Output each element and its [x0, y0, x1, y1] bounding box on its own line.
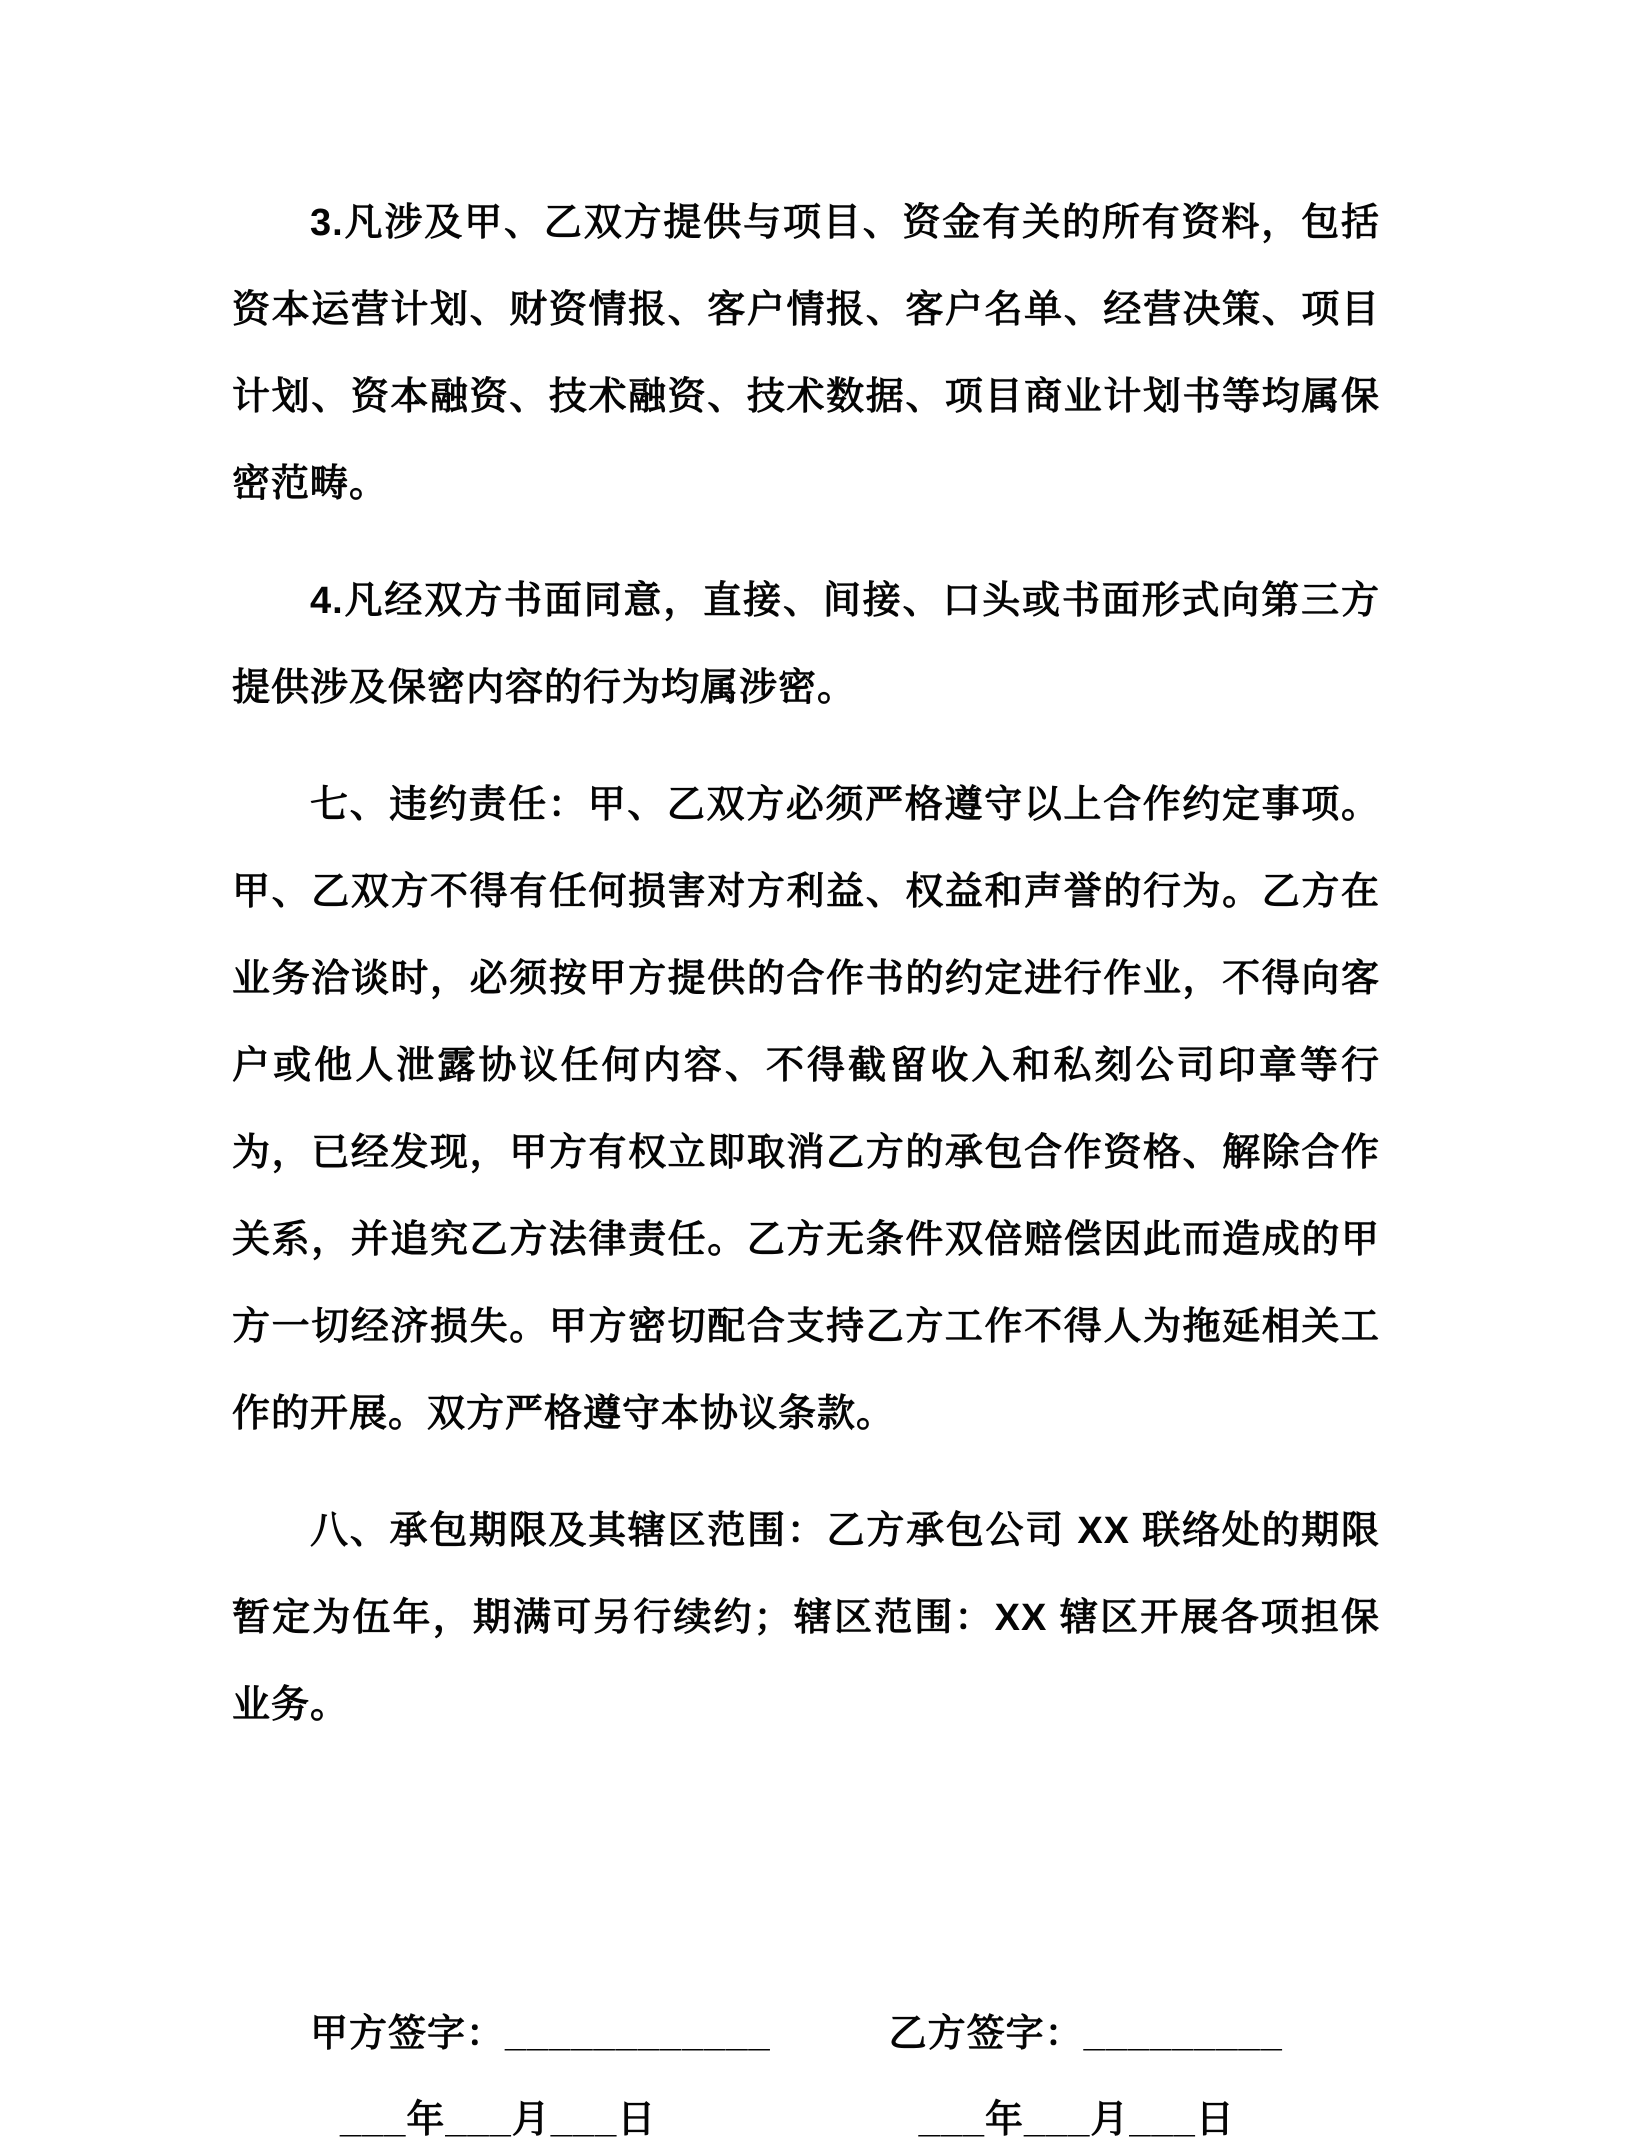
clause-3-confidential-materials: 3.凡涉及甲、乙双方提供与项目、资金有关的所有资料，包括资本运营计划、财资情报、客户情报、客户名单、经营决策、项目计划、资本融资、技术融资、技术数据、项目商业计划书等均属保密范畴。 — [232, 202, 1380, 505]
party-a-signature-line: 甲方签字：____________ — [310, 2013, 771, 2055]
clause-4-disclosure: 4.凡经双方书面同意，直接、间接、口头或书面形式向第三方提供涉及保密内容的行为均属涉密。 — [232, 580, 1380, 709]
signature-block — [310, 2004, 1380, 2150]
party-a-signature-column — [310, 2004, 771, 2150]
party-b-signature-line: 乙方签字：_________ — [888, 2013, 1283, 2055]
clause-8-contract-term-scope: 八、承包期限及其辖区范围：乙方承包公司 XX 联络处的期限暂定为伍年，期满可另行续约；辖区范围：XX 辖区开展各项担保业务。 — [232, 1510, 1380, 1726]
party-b-signature-column — [889, 2004, 1283, 2150]
party-a-date-line: ___年___月___日 — [340, 2099, 657, 2141]
party-b-date-line: ___年___月___日 — [918, 2099, 1235, 2141]
clause-7-breach-liability: 七、违约责任：甲、乙双方必须严格遵守以上合作约定事项。甲、乙双方不得有任何损害对方利益、权益和声誉的行为。乙方在业务洽谈时，必须按甲方提供的合作书的约定进行作业，不得向客户或他人泄露协议任何内容、不得截留收入和私刻公司印章等行为，已经发现，甲方有权立即取消乙方的承包合作资格、解除合作关系，并追究乙方法律责任。乙方无条件双倍赔偿因此而造成的甲方一切经济损失。甲方密切配合支持乙方工作不得人为拖延相关工作的开展。双方严格遵守本协议条款。 — [232, 784, 1380, 1435]
